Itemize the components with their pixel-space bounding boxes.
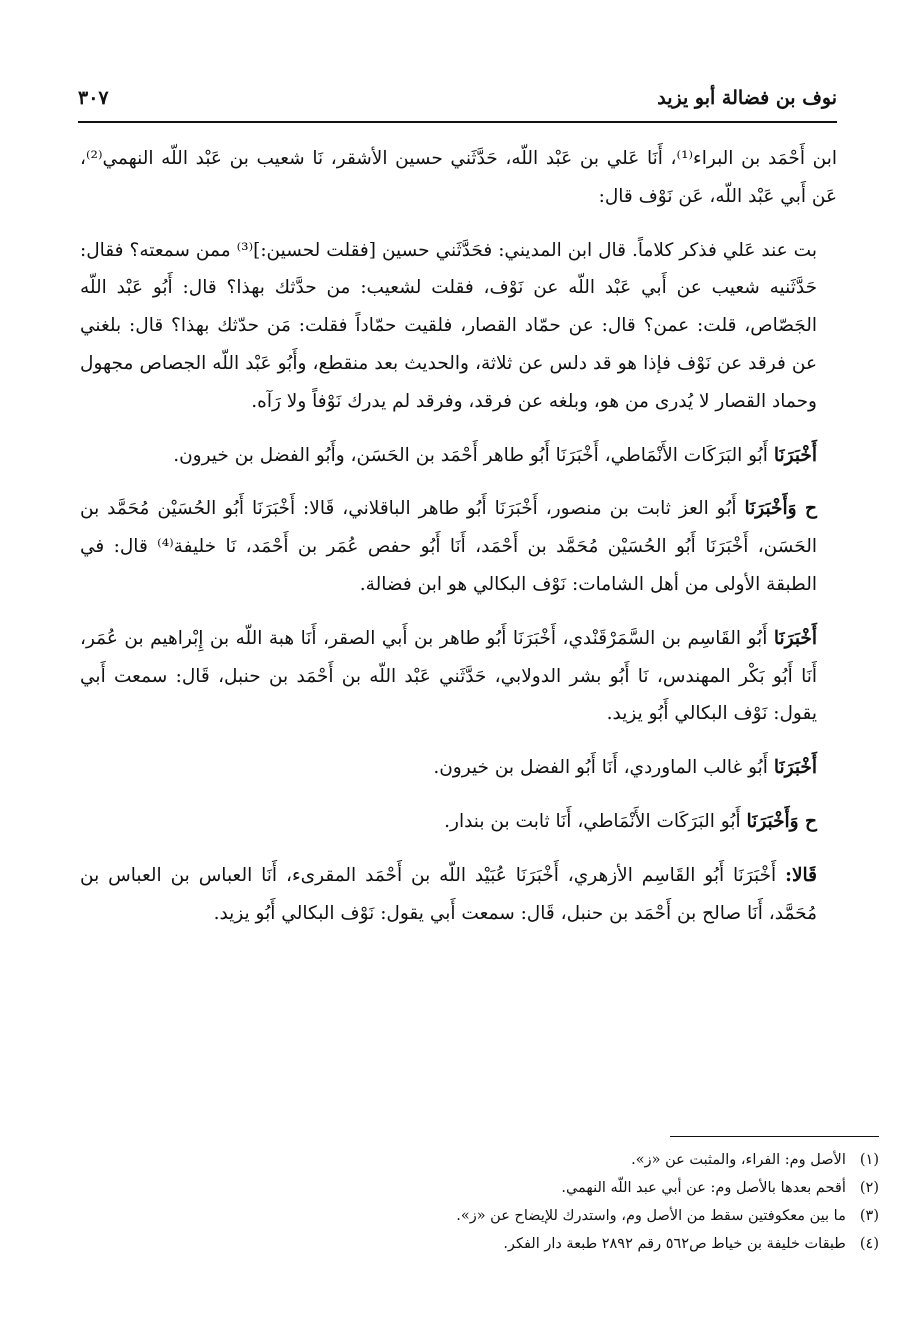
running-header xyxy=(78,80,837,116)
footnote-rule xyxy=(670,1136,879,1137)
header-rule xyxy=(78,121,837,123)
paragraph-text: أَخْبَرَنَا أَبُو القَاسِم الأزهري، أَخْبَرَنَا عُبَيْد اللّه بن أَحْمَد المقرىء، أَنَا العباس بن العباس بن مُحَمَّد، أَنَا صالح بن أَحْمَد بن حنبل، قَال: سمعت أَبي يقول: نَوْف البكالي أَبُو يزيد. xyxy=(80,864,817,924)
paragraph xyxy=(80,749,837,787)
paragraph-text: بت عند عَلي فذكر كلاماً. قال ابن المديني: فحَدَّثَني حسين [فقلت لحسين:]⁽³⁾ ممن سمعته؟ فقال: حَدَّثَنيه شعيب عن أَبي عَبْد اللّه عن نَوْف، فقلت لشعيب: من حدَّثك بهذا؟ قال: أَبُو عَبْد اللّه الجَصّاص، قلت: عمن؟ قال: عن حمّاد القصار، فلقيت حمّاداً فقلت: مَن حدّثك بهذا؟ قال: بلغني عن فرقد عن نَوْف فإذا هو قد دلس عن ثلاثة، والحديث بعد منقطع، وأَبُو عَبْد اللّه الجصاص مجهول وحماد القصار لا يُدرى من هو، وبلغه عن فرقد، وفرقد لم يدرك نَوْفاً ولا رَآه. xyxy=(80,239,818,412)
footnote-number: (٢) xyxy=(859,1180,879,1196)
footnote xyxy=(120,1146,879,1174)
paragraph xyxy=(80,620,837,733)
paragraph-text: أَبُو غالب الماوردي، أَنَا أَبُو الفضل بن خيرون. xyxy=(433,757,768,779)
footnote-text: طبقات خليفة بن خياط ص٥٦٢ رقم ٢٨٩٢ طبعة دار الفكر. xyxy=(503,1236,846,1252)
footnote-text: أقحم بعدها بالأصل وم: عن أبي عبد اللّه النهمي. xyxy=(561,1180,846,1196)
footnote xyxy=(120,1174,879,1202)
paragraph xyxy=(80,803,837,841)
footnote-text: الأصل وم: الفراء، والمثبت عن «ز». xyxy=(631,1152,846,1168)
footnote-number: (٤) xyxy=(859,1236,879,1252)
main-text xyxy=(80,140,837,948)
footnote xyxy=(120,1202,879,1230)
transmission-keyword: أَخْبَرَنَا xyxy=(773,757,817,779)
paragraph xyxy=(80,437,837,475)
transmission-keyword: ح وَأَخْبَرَنَا xyxy=(746,810,817,832)
paragraph xyxy=(80,232,837,421)
paragraph xyxy=(80,140,837,216)
transmission-keyword: قَالا: xyxy=(785,864,817,886)
paragraph-text: ابن أَحْمَد بن البراء⁽¹⁾، أَنَا عَلي بن عَبْد اللّه، حَدَّثَني حسين الأشقر، نَا شعيب بن عَبْد اللّه النهمي⁽²⁾، عَن أَبي عَبْد اللّه، عَن نَوْف قال: xyxy=(80,148,837,207)
paragraph-text: أَبُو العز ثابت بن منصور، أَخْبَرَنَا أَبُو طاهر الباقلاني، قَالا: أَخْبَرَنَا أَبُو الحُسَيْن مُحَمَّد بن الحَسَن، أَخْبَرَنَا أَبُو الحُسَيْن مُحَمَّد بن أَحْمَد، أَنَا أَبُو حفص عُمَر بن أَحْمَد، نَا خليفة⁽⁴⁾ قال: في الطبقة الأولى من أهل الشامات: نَوْف البكالي هو ابن فضالة. xyxy=(80,498,817,595)
running-title: نوف بن فضالة أبو يزيد xyxy=(657,87,837,109)
transmission-keyword: أَخْبَرَنَا xyxy=(773,444,817,466)
footnote-number: (٣) xyxy=(859,1208,879,1224)
transmission-keyword: أَخْبَرَنَا xyxy=(773,627,817,649)
footnote-text: ما بين معكوفتين سقط من الأصل وم، واستدرك للإيضاح عن «ز». xyxy=(456,1208,846,1224)
transmission-keyword: ح وَأَخْبَرَنَا xyxy=(744,498,817,520)
page-number: ٣٠٧ xyxy=(78,87,109,109)
footnote xyxy=(120,1230,879,1258)
footnote-number: (١) xyxy=(859,1152,879,1168)
paragraph xyxy=(80,857,837,933)
footnotes xyxy=(120,1146,879,1258)
paragraph-text: أَبُو البَرَكَات الأَنْمَاطي، أَخْبَرَنَا أَبُو طاهر أَحْمَد بن الحَسَن، وأَبُو الفضل بن خيرون. xyxy=(173,444,768,466)
paragraph-text: أَبُو البَرَكَات الأَنْمَاطي، أَنَا ثابت بن بندار. xyxy=(444,810,741,832)
paragraph xyxy=(80,490,837,603)
paragraph-text: أَبُو القَاسِم بن السَّمَرْقَنْدي، أَخْبَرَنَا أَبُو طاهر بن أَبي الصقر، أَنَا هبة اللّه بن إِبْراهيم بن عُمَر، أَنَا أَبُو بَكْر المهندس، نَا أَبُو بشر الدولابي، حَدَّثَني عَبْد اللّه بن أَحْمَد بن حنبل، قَال: سمعت أَبي يقول: نَوْف البكالي أَبُو يزيد. xyxy=(80,627,817,725)
